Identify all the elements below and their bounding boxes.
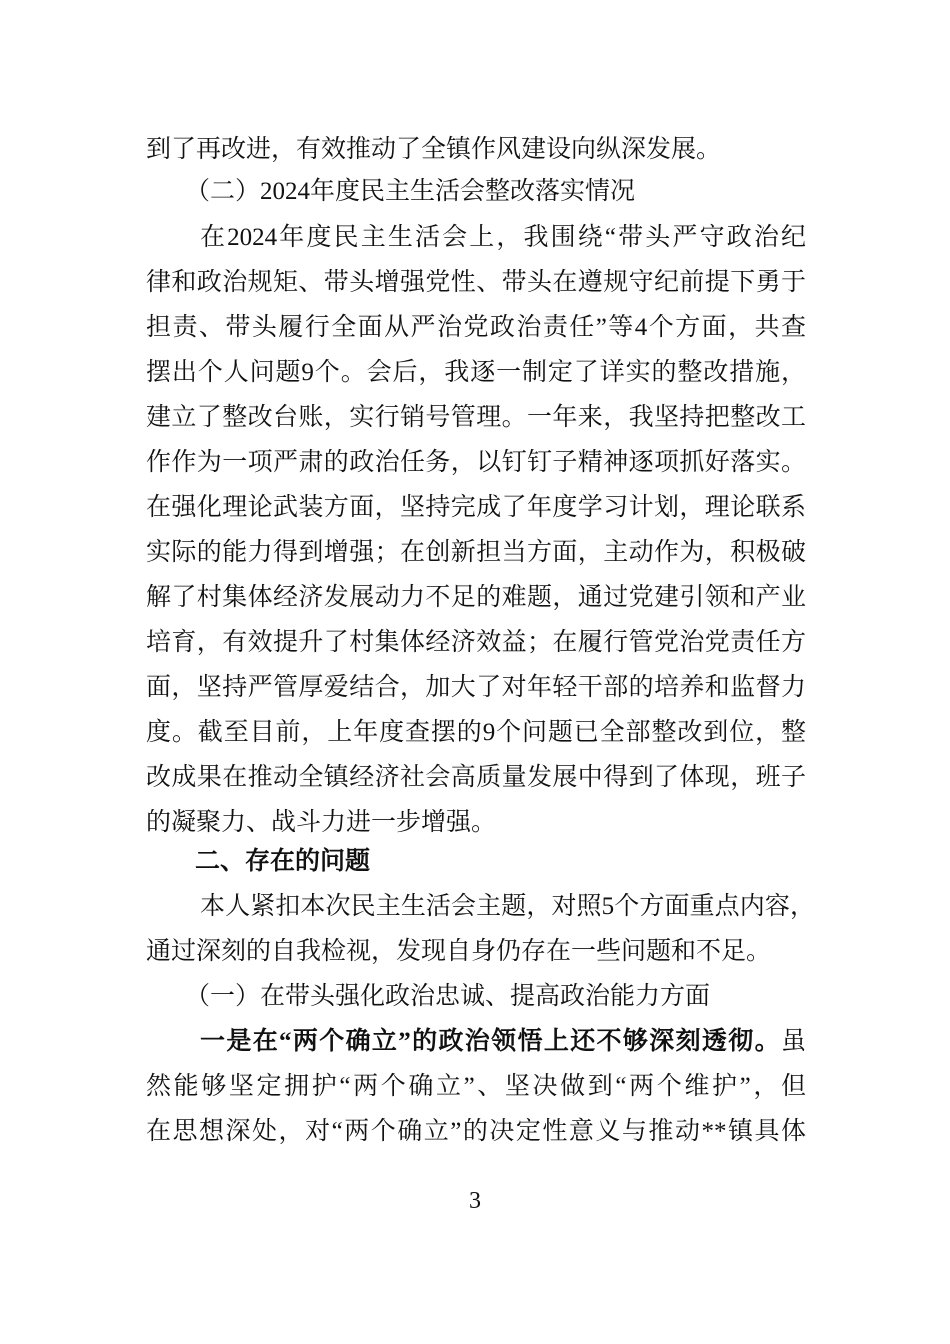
- body-line: 到了再改进，有效推动了全镇作风建设向纵深发展。: [146, 136, 722, 163]
- body-line: 改成果在推动全镇经济社会高质量发展中得到了体现，班子: [146, 764, 806, 791]
- body-text: 虽: [780, 1028, 806, 1055]
- body-line: 在强化理论武装方面，坚持完成了年度学习计划，理论联系: [146, 494, 806, 521]
- body-line: 度。截至目前，上年度查摆的9个问题已全部整改到位，整: [146, 719, 806, 746]
- body-line: 然能够坚定拥护“两个确立”、坚决做到“两个维护”，但: [146, 1073, 806, 1100]
- body-line: 培育，有效提升了村集体经济效益；在履行管党治党责任方: [146, 629, 806, 656]
- body-line: 的凝聚力、战斗力进一步增强。: [146, 809, 497, 836]
- body-line: 通过深刻的自我检视，发现自身仍存在一些问题和不足。: [146, 938, 772, 965]
- body-line: 作作为一项严肃的政治任务，以钉钉子精神逐项抓好落实。: [146, 449, 806, 476]
- body-line: 面，坚持严管厚爱结合，加大了对年轻干部的培养和监督力: [146, 674, 806, 701]
- section-heading: 二、存在的问题: [195, 848, 371, 875]
- bold-lead-sentence: 一是在“两个确立”的政治领悟上还不够深刻透彻。: [200, 1028, 781, 1055]
- body-line: 解了村集体经济发展动力不足的难题，通过党建引领和产业: [146, 584, 806, 611]
- body-line: [200, 1026, 806, 1058]
- body-line: 担责、带头履行全面从严治党政治责任”等4个方面，共查: [146, 314, 806, 341]
- body-line: 建立了整改台账，实行销号管理。一年来，我坚持把整改工: [146, 404, 806, 431]
- body-line: 在2024年度民主生活会上，我围绕“带头严守政治纪: [200, 224, 806, 251]
- body-line: 实际的能力得到增强；在创新担当方面，主动作为，积极破: [146, 539, 806, 566]
- page-number: 3: [469, 1188, 481, 1214]
- body-line: 在思想深处，对“两个确立”的决定性意义与推动**镇具体: [146, 1118, 806, 1145]
- body-line: 本人紧扣本次民主生活会主题，对照5个方面重点内容，: [200, 893, 815, 920]
- body-line: 律和政治规矩、带头增强党性、带头在遵规守纪前提下勇于: [146, 269, 806, 296]
- subsection-heading: （一）在带头强化政治忠诚、提高政治能力方面: [185, 983, 711, 1010]
- body-line: 摆出个人问题9个。会后，我逐一制定了详实的整改措施，: [146, 359, 806, 386]
- subsection-heading: （二）2024年度民主生活会整改落实情况: [185, 178, 636, 205]
